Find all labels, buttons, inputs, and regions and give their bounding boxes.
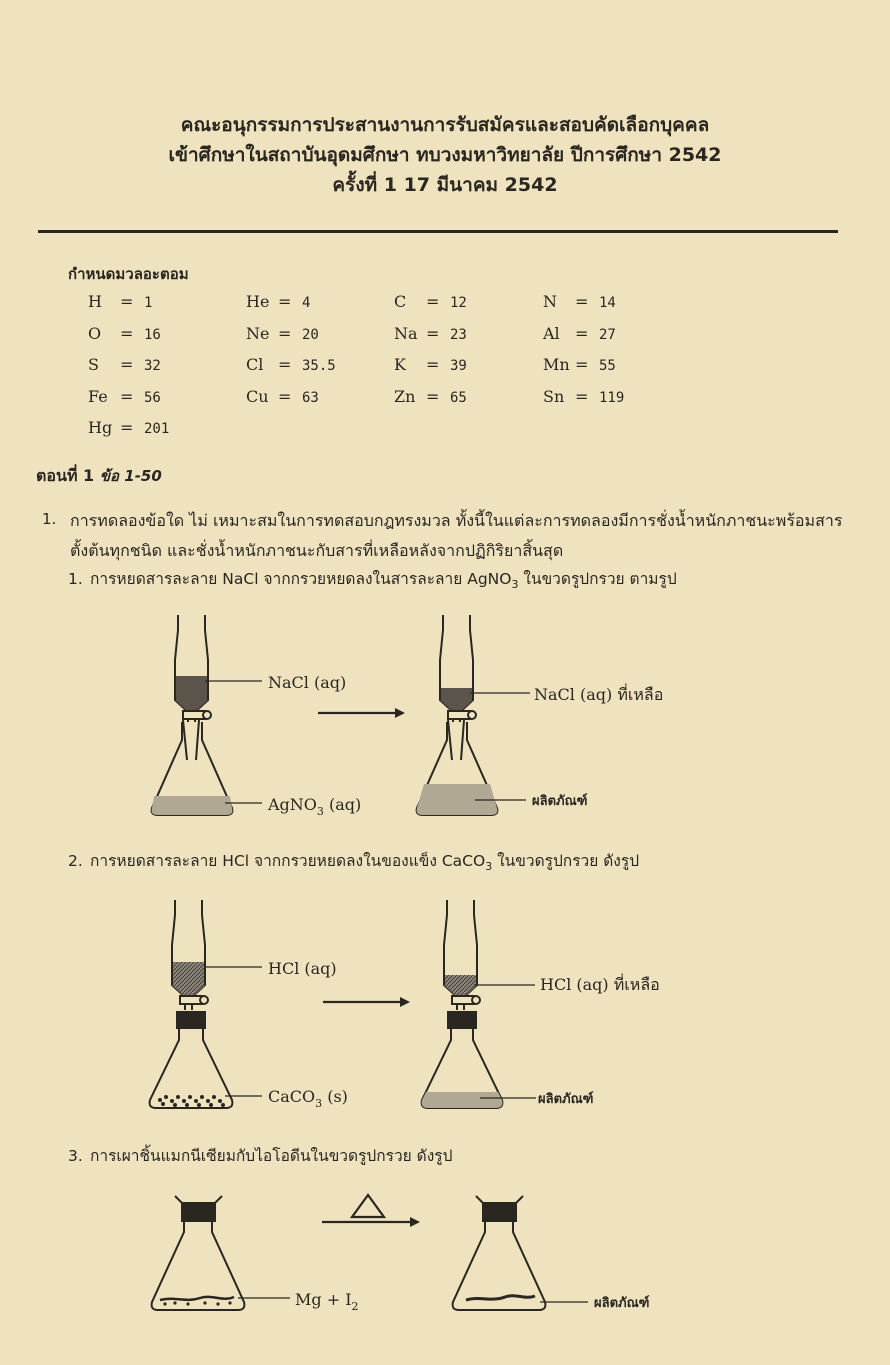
equals-sign: = <box>278 386 292 406</box>
equals-sign: = <box>426 386 440 406</box>
equals-sign: = <box>426 292 440 311</box>
element-symbol: He <box>246 292 270 311</box>
equals-sign: = <box>575 355 589 374</box>
question-text: การทดลองข้อใด ไม่ เหมาะสมในการทดสอบกฎทรงมวล ทั้งนี้ในแต่ละการทดลองมีการชั่งน้ำหนักภาชนะพร้อมสารตั้งต้นทุกชนิด และชั่งน้ำหนักภาชนะกับสารที่เหลือหลังจากปฏิกิริยาสิ้นสุด <box>70 511 843 560</box>
equals-sign: = <box>120 323 134 343</box>
atomic-mass-value: 35.5 <box>302 358 336 374</box>
element-symbol: O <box>88 323 102 343</box>
fig1-left-top-label: NaCl (aq) <box>268 673 347 692</box>
element-symbol: Cu <box>246 386 269 406</box>
funnel-liquid <box>176 676 207 700</box>
element-symbol: Al <box>543 323 560 343</box>
fig1-left-bottom-label: AgNO$_3$ (aq) <box>268 795 362 818</box>
option-2: 2. การหยดสารละลาย HCl จากกรวยหยดลงในของแข็ง CaCO$_3$ ในขวดรูปกรวย ดังรูป <box>68 852 640 874</box>
atomic-mass-value: 12 <box>450 295 467 311</box>
atomic-mass-value: 20 <box>302 326 319 343</box>
element-symbol: H <box>88 292 102 311</box>
element-symbol: Zn <box>394 386 416 406</box>
fig2-right-bottom-label: ผลิตภัณฑ์ <box>538 1092 594 1107</box>
element-symbol: Ne <box>246 323 270 343</box>
fig2-arrow-icon <box>323 997 410 1007</box>
atomic-mass-value: 63 <box>302 389 319 406</box>
equals-sign: = <box>278 323 292 343</box>
element-symbol: Na <box>394 323 418 343</box>
equals-sign: = <box>120 386 134 406</box>
atomic-mass-value: 56 <box>144 389 161 406</box>
equals-sign: = <box>120 292 134 311</box>
equals-sign: = <box>120 418 134 437</box>
element-symbol: Fe <box>88 386 108 406</box>
option-3: 3. การเผาชิ้นแมกนีเซียมกับไอโอดีนในขวดรูปกรวย ดังรูป <box>68 1147 453 1165</box>
element-symbol: N <box>543 292 557 311</box>
atomic-mass-value: 14 <box>599 295 616 311</box>
fig3-left-label: $Mg + I_2$ <box>295 1290 359 1313</box>
atomic-mass-value: 119 <box>599 389 625 406</box>
equals-sign: = <box>426 323 440 343</box>
fig1-left-apparatus <box>152 615 262 815</box>
fig2-right-apparatus <box>422 900 536 1108</box>
element-symbol: S <box>88 355 99 374</box>
section-label: ตอนที่ 1 <box>36 466 95 485</box>
atomic-mass-value: 32 <box>144 358 161 374</box>
fig3-left-apparatus <box>152 1196 290 1310</box>
equals-sign: = <box>575 323 589 343</box>
atomic-mass-value: 55 <box>599 358 616 374</box>
fig3-right-label: ผลิตภัณฑ์ <box>594 1296 650 1311</box>
element-symbol: K <box>394 355 406 374</box>
element-symbol: C <box>394 292 407 311</box>
heat-triangle-icon <box>352 1195 384 1217</box>
section-range: ข้อ 1-50 <box>99 467 162 485</box>
fig2-left-apparatus <box>150 900 262 1108</box>
element-symbol: Cl <box>246 355 264 374</box>
flask-liquid <box>152 796 233 815</box>
fig2-left-bottom-label: CaCO$_3$ (s) <box>268 1087 348 1110</box>
equals-sign: = <box>426 355 440 374</box>
equals-sign: = <box>278 355 292 374</box>
equals-sign: = <box>120 355 134 374</box>
atomic-mass-value: 201 <box>144 421 170 437</box>
fig1-right-bottom-label: ผลิตภัณฑ์ <box>532 794 588 809</box>
atomic-mass-value: 65 <box>450 389 467 406</box>
element-symbol: Mn <box>543 355 570 374</box>
element-symbol: Sn <box>543 386 565 406</box>
solid-particles <box>158 1095 225 1107</box>
option-1: 1. การหยดสารละลาย NaCl จากกรวยหยดลงในสารละลาย AgNO$_3$ ในขวดรูปกรวย ตามรูป <box>68 570 677 592</box>
equals-sign: = <box>278 292 292 311</box>
atomic-mass-value: 1 <box>144 295 153 311</box>
fig2-right-top-label: HCl (aq) ที่เหลือ <box>540 975 660 994</box>
header-line-3: ครั้งที่ 1 17 มีนาคม 2542 <box>332 174 558 196</box>
atomic-mass-value: 27 <box>599 326 616 343</box>
equals-sign: = <box>575 386 589 406</box>
stopper <box>177 1012 205 1028</box>
atomic-mass-value: 23 <box>450 326 467 343</box>
atomic-mass-value: 4 <box>302 295 311 311</box>
element-symbol: Hg <box>88 418 113 437</box>
atomic-mass-value: 16 <box>144 326 161 343</box>
atomic-mass-value: 39 <box>450 358 467 374</box>
fig1-right-apparatus <box>417 615 530 815</box>
fig2-left-top-label: HCl (aq) <box>268 959 337 978</box>
question-number: 1. <box>42 510 57 528</box>
equals-sign: = <box>575 292 589 311</box>
atomic-mass-title: กำหนดมวลอะตอม <box>68 265 189 283</box>
fig3-right-apparatus <box>453 1196 588 1310</box>
fig1-arrow-icon <box>318 708 405 718</box>
fig3-heat-arrow-icon <box>322 1195 420 1227</box>
header-line-1: คณะอนุกรรมการประสานงานการรับสมัครและสอบคัดเลือกบุคคล <box>180 114 710 136</box>
stopcock-icon <box>203 711 211 719</box>
fig1-right-top-label: NaCl (aq) ที่เหลือ <box>534 685 664 704</box>
header-line-2: เข้าศึกษาในสถาบันอุดมศึกษา ทบวงมหาวิทยาลัย ปีการศึกษา 2542 <box>168 144 722 166</box>
